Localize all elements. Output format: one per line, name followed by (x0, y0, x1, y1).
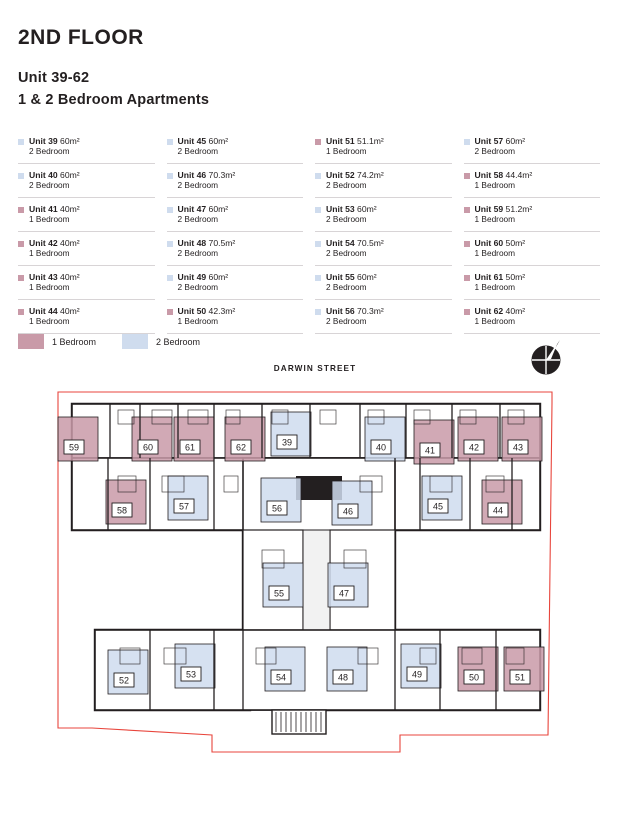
unit-type: 2 Bedroom (29, 180, 70, 190)
plan-unit-number: 46 (342, 506, 354, 517)
unit-color-swatch-icon (315, 173, 321, 179)
unit-type: 1 Bedroom (474, 214, 516, 224)
plan-unit-number: 58 (116, 505, 128, 516)
unit-name-area: Unit 48 70.5m² (177, 238, 236, 248)
unit-type: 1 Bedroom (474, 248, 516, 258)
unit-type: 1 Bedroom (474, 316, 516, 326)
unit-entry[interactable] (464, 238, 601, 266)
plan-unit-tag[interactable] (64, 440, 84, 454)
unit-type: 2 Bedroom (177, 214, 219, 224)
unit-entry[interactable] (464, 204, 601, 232)
plan-unit-number: 60 (142, 442, 154, 453)
unit-name-area: Unit 45 60m² (177, 136, 229, 146)
plan-unit-number: 51 (514, 672, 526, 683)
plan-unit-number: 39 (281, 437, 293, 448)
unit-entry[interactable] (315, 136, 452, 164)
unit-name-area: Unit 43 40m² (29, 272, 80, 282)
plan-unit-tag[interactable] (112, 503, 132, 517)
plan-unit-tag[interactable] (371, 440, 391, 454)
unit-entry[interactable] (167, 272, 304, 300)
unit-entry[interactable] (167, 306, 304, 334)
unit-color-swatch-icon (464, 139, 470, 145)
unit-entry[interactable] (18, 272, 155, 300)
unit-entry[interactable] (18, 136, 155, 164)
unit-name-area: Unit 41 40m² (29, 204, 80, 214)
unit-color-swatch-icon (315, 241, 321, 247)
unit-name-area: Unit 39 60m² (29, 136, 80, 146)
unit-entry[interactable] (464, 136, 601, 164)
unit-color-swatch-icon (18, 139, 24, 145)
unit-type: 1 Bedroom (29, 248, 70, 258)
legend-label-2-bedroom: 2 Bedroom (156, 336, 201, 347)
unit-entry[interactable] (315, 170, 452, 198)
unit-type: 2 Bedroom (177, 282, 219, 292)
unit-type: 2 Bedroom (326, 180, 367, 190)
plan-unit-tag[interactable] (231, 440, 251, 454)
plan-unit-number: 61 (184, 442, 196, 453)
unit-entry[interactable] (167, 136, 304, 164)
unit-color-swatch-icon (167, 309, 173, 315)
unit-name-area: Unit 53 60m² (326, 204, 377, 214)
unit-color-swatch-icon (18, 173, 24, 179)
unit-name-area: Unit 60 50m² (474, 238, 526, 248)
unit-type: 1 Bedroom (177, 316, 219, 326)
plan-unit-number: 45 (432, 501, 444, 512)
unit-type: 2 Bedroom (326, 282, 367, 292)
plan-unit-tag[interactable] (488, 503, 508, 517)
page-title: 2ND FLOOR (18, 26, 144, 49)
unit-color-swatch-icon (315, 139, 321, 145)
unit-name-area: Unit 47 60m² (177, 204, 229, 214)
legend-swatch-2-bedroom (122, 334, 148, 349)
plan-unit-tag[interactable] (407, 667, 427, 681)
unit-entry[interactable] (315, 272, 452, 300)
unit-name-area: Unit 56 70.3m² (326, 306, 384, 316)
plan-unit-number: 43 (512, 442, 524, 453)
unit-type: 1 Bedroom (29, 316, 70, 326)
unit-entry[interactable] (167, 170, 304, 198)
unit-name-area: Unit 62 40m² (474, 306, 526, 316)
plan-unit-number: 59 (68, 442, 80, 453)
unit-type: 2 Bedroom (177, 248, 219, 258)
unit-entry[interactable] (464, 170, 601, 198)
unit-name-area: Unit 44 40m² (29, 306, 80, 316)
unit-color-swatch-icon (464, 207, 470, 213)
plan-unit-tag[interactable] (277, 435, 297, 449)
unit-color-swatch-icon (167, 275, 173, 281)
plan-unit-number: 57 (178, 501, 190, 512)
street-label: DARWIN STREET (273, 364, 357, 373)
plan-unit-number: 53 (185, 669, 197, 680)
unit-name-area: Unit 51 51.1m² (326, 136, 384, 146)
plan-unit-number: 41 (424, 445, 436, 456)
unit-type: 2 Bedroom (474, 146, 516, 156)
unit-name-area: Unit 59 51.2m² (474, 204, 533, 214)
unit-color-swatch-icon (464, 309, 470, 315)
plan-unit-tag[interactable] (267, 501, 287, 515)
unit-color-swatch-icon (315, 275, 321, 281)
plan-unit-number: 55 (273, 588, 285, 599)
unit-name-area: Unit 55 60m² (326, 272, 377, 282)
plan-unit-tag[interactable] (333, 670, 353, 684)
unit-entry[interactable] (315, 238, 452, 266)
unit-entry[interactable] (167, 238, 304, 266)
unit-color-swatch-icon (18, 241, 24, 247)
plan-unit-number: 49 (411, 669, 423, 680)
plan-unit-tag[interactable] (174, 499, 194, 513)
plan-unit-tag[interactable] (510, 670, 530, 684)
unit-type: 1 Bedroom (29, 282, 70, 292)
plan-unit-number: 62 (235, 442, 247, 453)
unit-entry[interactable] (18, 170, 155, 198)
unit-color-swatch-icon (18, 275, 24, 281)
plan-unit-number: 52 (118, 675, 130, 686)
unit-name-area: Unit 52 74.2m² (326, 170, 384, 180)
legend-label-1-bedroom: 1 Bedroom (52, 336, 97, 347)
plan-unit-tag[interactable] (180, 440, 200, 454)
unit-column-3 (315, 136, 452, 340)
plan-unit-tag[interactable] (114, 673, 134, 687)
unit-list (18, 136, 612, 340)
plan-unit-number: 54 (275, 672, 287, 683)
unit-name-area: Unit 58 44.4m² (474, 170, 533, 180)
unit-type: 2 Bedroom (326, 248, 367, 258)
unit-entry[interactable] (18, 238, 155, 266)
plan-unit-tag[interactable] (334, 586, 354, 600)
unit-entry[interactable] (315, 204, 452, 232)
unit-entry[interactable] (18, 204, 155, 232)
unit-type: 2 Bedroom (326, 316, 367, 326)
unit-type: 2 Bedroom (326, 214, 367, 224)
unit-color-swatch-icon (167, 241, 173, 247)
plan-unit-tag[interactable] (138, 440, 158, 454)
unit-type: 1 Bedroom (29, 214, 70, 224)
unit-name-area: Unit 49 60m² (177, 272, 229, 282)
plan-unit-number: 48 (337, 672, 349, 683)
legend-swatch-1-bedroom (18, 334, 44, 349)
unit-type: 1 Bedroom (474, 282, 516, 292)
unit-type: 2 Bedroom (29, 146, 70, 156)
plan-unit-tag[interactable] (464, 670, 484, 684)
unit-entry[interactable] (315, 306, 452, 334)
unit-name-area: Unit 40 60m² (29, 170, 80, 180)
unit-color-swatch-icon (18, 207, 24, 213)
unit-color-swatch-icon (167, 139, 173, 145)
unit-color-swatch-icon (315, 309, 321, 315)
plan-unit-tag[interactable] (464, 440, 484, 454)
unit-name-area: Unit 46 70.3m² (177, 170, 236, 180)
unit-column-1 (18, 136, 155, 340)
unit-name-area: Unit 61 50m² (474, 272, 526, 282)
unit-entry[interactable] (464, 306, 601, 334)
plan-unit-number: 42 (468, 442, 480, 453)
unit-name-area: Unit 50 42.3m² (177, 306, 236, 316)
unit-type: 1 Bedroom (474, 180, 516, 190)
unit-entry[interactable] (18, 306, 155, 334)
unit-entry[interactable] (167, 204, 304, 232)
unit-name-area: Unit 57 60m² (474, 136, 526, 146)
unit-column-2 (167, 136, 304, 340)
legend (18, 334, 226, 349)
entry-stair (272, 710, 326, 734)
plan-unit-tag[interactable] (271, 670, 291, 684)
unit-color-swatch-icon (315, 207, 321, 213)
unit-column-4 (464, 136, 601, 340)
plan-unit-tag[interactable] (181, 667, 201, 681)
unit-color-swatch-icon (18, 309, 24, 315)
plan-unit-number: 44 (492, 505, 504, 516)
unit-subtitle-label: 1 & 2 Bedroom Apartments (18, 92, 210, 108)
unit-entry[interactable] (464, 272, 601, 300)
unit-color-swatch-icon (167, 173, 173, 179)
unit-type: 1 Bedroom (326, 146, 367, 156)
plan-unit-tag[interactable] (269, 586, 289, 600)
unit-color-swatch-icon (167, 207, 173, 213)
plan-unit-number: 47 (338, 588, 350, 599)
plan-unit-number: 50 (468, 672, 480, 683)
unit-type: 2 Bedroom (177, 146, 219, 156)
unit-range-label: Unit 39-62 (18, 70, 90, 86)
unit-type: 2 Bedroom (177, 180, 219, 190)
unit-color-swatch-icon (464, 241, 470, 247)
unit-name-area: Unit 54 70.5m² (326, 238, 384, 248)
plan-unit-number: 56 (271, 503, 283, 514)
floorplan-drawing (0, 380, 630, 810)
unit-color-swatch-icon (464, 173, 470, 179)
plan-unit-tag[interactable] (428, 499, 448, 513)
plan-unit-tag[interactable] (508, 440, 528, 454)
unit-color-swatch-icon (464, 275, 470, 281)
plan-unit-number: 40 (375, 442, 387, 453)
unit-name-area: Unit 42 40m² (29, 238, 80, 248)
plan-unit-tag[interactable] (420, 443, 440, 457)
compass-icon (524, 336, 568, 380)
plan-unit-tag[interactable] (338, 504, 358, 518)
